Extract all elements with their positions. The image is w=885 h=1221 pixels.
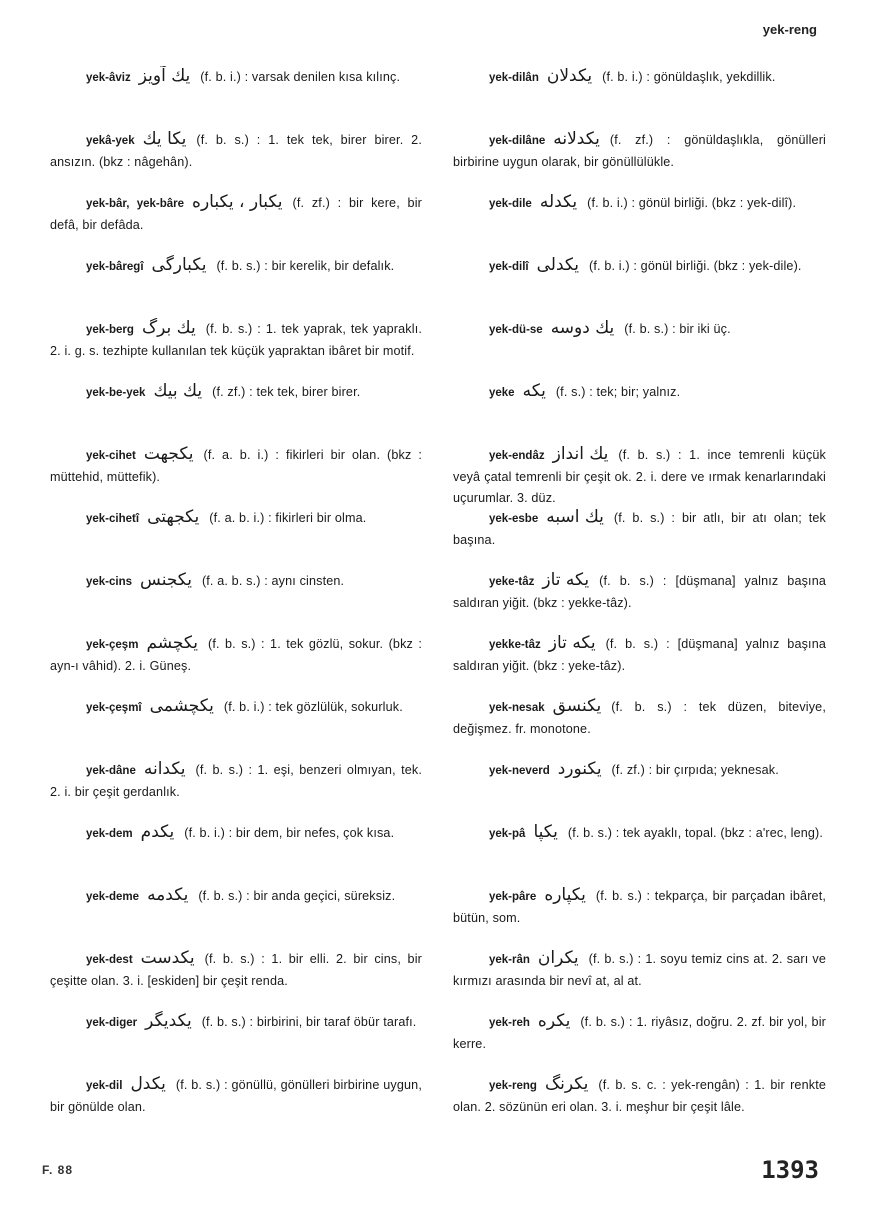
- entry-arabic: يكدمه: [147, 885, 189, 905]
- entry-arabic: يكنسق: [552, 696, 602, 716]
- entry-arabic: يكنورد: [557, 759, 602, 779]
- entry-definition: (f. b. s.) : 1. tek tek, birer birer. 2. ansızın. (bkz : nâgehân).: [50, 133, 422, 169]
- entry-arabic: يك آويز: [138, 66, 191, 86]
- entry-definition: (f. b. s.) : bir kerelik, bir defalık.: [216, 259, 395, 273]
- entry-definition: (f. b. s.) : bir atlı, bir atı olan; tek başına.: [453, 511, 826, 547]
- entry-definition: (f. b. s.) : 1. riyâsız, doğru. 2. zf. bir yol, bir kerre.: [453, 1015, 826, 1051]
- entry-arabic: يك بيك: [153, 381, 203, 401]
- entry-definition: (f. a. b. i.) : fikirleri bir olan. (bkz : müttehid, müttefik).: [50, 448, 422, 484]
- entry-definition: (f. b. s.) : gönüllü, gönülleri birbirine uygun, bir gönülde olan.: [50, 1078, 422, 1114]
- dictionary-entry: [50, 318, 422, 381]
- dictionary-entry: [50, 66, 422, 129]
- entry-arabic: يكبار ، يكباره: [192, 192, 283, 212]
- entry-arabic: يكپا: [533, 822, 558, 842]
- dictionary-entry: [50, 948, 422, 1011]
- entry-definition: (f. a. b. s.) : aynı cinsten.: [201, 574, 345, 588]
- entry-arabic: يكه: [522, 381, 546, 401]
- entry-headword: yek-dü-se: [489, 324, 543, 336]
- entry-definition: (f. zf.) : bir kere, bir defâ, bir defâda.: [50, 196, 422, 232]
- entry-headword: yek-cins: [86, 576, 133, 588]
- dictionary-entry: [50, 570, 422, 633]
- dictionary-entry: [453, 1011, 826, 1074]
- dictionary-entry: [50, 444, 422, 507]
- dictionary-entry: [453, 192, 826, 255]
- entry-headword: yek-esbe: [489, 513, 539, 525]
- entry-arabic: يكچشم: [146, 633, 199, 653]
- dictionary-entry: [50, 255, 422, 318]
- entry-definition: (f. b. s.) : bir anda geçici, süreksiz.: [198, 889, 396, 903]
- entry-definition: (f. zf.) : bir çırpıda; yeknesak.: [611, 763, 779, 777]
- entry-headword: yek-bâregî: [86, 261, 144, 273]
- dictionary-entry: [453, 759, 826, 822]
- dictionary-entry: [50, 885, 422, 948]
- dictionary-entry: [453, 822, 826, 885]
- entry-arabic: يكپاره: [544, 885, 586, 905]
- entry-arabic: يك دوسه: [550, 318, 615, 338]
- entry-headword: yek-endâz: [489, 450, 545, 462]
- entry-definition: (f. b. i.) : gönüldaşlık, yekdillik.: [602, 70, 776, 84]
- entry-arabic: يكره: [537, 1011, 571, 1031]
- entry-arabic: يكدانه: [143, 759, 186, 779]
- entry-definition: (f. b. s.) : birbirini, bir taraf öbür tarafı.: [201, 1015, 417, 1029]
- entry-arabic: يكدست: [140, 948, 195, 968]
- dictionary-entry: [453, 381, 826, 444]
- entry-arabic: يك برگ: [141, 318, 196, 338]
- page-number: 1393: [761, 1156, 819, 1184]
- entry-definition: (f. b. s. c. : yek-rengân) : 1. bir renkte olan. 2. sözünün eri olan. 3. i. meşhur bir çeşit lâle.: [453, 1078, 826, 1114]
- entry-definition: (f. b. s.) : tekparça, bir parçadan ibâret, bütün, som.: [453, 889, 826, 925]
- entry-headword: yek-be-yek: [86, 387, 146, 399]
- dictionary-entry: [50, 129, 422, 192]
- guide-word: yek-reng: [762, 22, 817, 37]
- dictionary-entry: [453, 1074, 826, 1137]
- entry-definition: (f. b. s.) : 1. eşi, benzeri olmıyan, tek. 2. i. bir çeşit gerdanlık.: [50, 763, 422, 799]
- entry-definition: (f. b. i.) : varsak denilen kısa kılınç.: [200, 70, 401, 84]
- entry-definition: (f. b. s.) : [düşmana] yalnız başına saldıran yiğit. (bkz : yekke-tâz).: [453, 574, 826, 610]
- entry-arabic: يكدله: [539, 192, 578, 212]
- entry-arabic: يكران: [537, 948, 579, 968]
- dictionary-entry: [453, 255, 826, 318]
- entry-arabic: يكدلان: [546, 66, 593, 86]
- entry-definition: (f. zf.) : gönüldaşlıkla, gönülleri birbirine uygun olarak, bir gönüllülükle.: [453, 133, 826, 169]
- dictionary-entry: [453, 318, 826, 381]
- entry-headword: yekâ-yek: [86, 135, 135, 147]
- dictionary-entry: [50, 822, 422, 885]
- entry-headword: yek-diger: [86, 1017, 138, 1029]
- entry-arabic: يكبارگى: [151, 255, 207, 275]
- entry-headword: yek-cihetî: [86, 513, 140, 525]
- dictionary-entry: [50, 381, 422, 444]
- dictionary-entry: [453, 696, 826, 759]
- entry-definition: (f. b. s.) : 1. tek gözlü, sokur. (bkz : ayn-ı vâhid). 2. i. Güneş.: [50, 637, 422, 673]
- entry-headword: yeke: [489, 387, 515, 399]
- dictionary-entry: [453, 507, 826, 570]
- dictionary-entry: [50, 633, 422, 696]
- entry-headword: yek-reng: [489, 1080, 537, 1092]
- entry-headword: yek-dâne: [86, 765, 136, 777]
- entry-headword: yek-âviz: [86, 72, 131, 84]
- dictionary-entry: [453, 444, 826, 507]
- entry-arabic: يكه تاز: [548, 633, 596, 653]
- entry-definition: (f. b. i.) : gönül birliği. (bkz : yek-dile).: [589, 259, 802, 273]
- entry-headword: yek-rân: [489, 954, 530, 966]
- entry-arabic: يكجهتى: [147, 507, 200, 527]
- entry-headword: yek-cihet: [86, 450, 136, 462]
- right-column: [453, 66, 826, 1137]
- entry-definition: (f. b. s.) : tek düzen, biteviye, değişmez. fr. monotone.: [453, 700, 826, 736]
- entry-headword: yek-bâr, yek-bâre: [86, 198, 185, 210]
- dictionary-entry: [453, 129, 826, 192]
- dictionary-entry: [453, 66, 826, 129]
- entry-headword: yek-deme: [86, 891, 140, 903]
- entry-definition: (f. b. s.) : 1. tek yaprak, tek yapraklı. 2. i. g. s. tezhipte kullanılan tek küçük yapraktan ibâret bir motif.: [50, 322, 422, 358]
- entry-headword: yeke-tâz: [489, 576, 535, 588]
- entry-arabic: يكدلى: [536, 255, 580, 275]
- entry-headword: yek-dile: [489, 198, 532, 210]
- entry-definition: (f. b. s.) : 1. bir elli. 2. bir cins, bir çeşitte olan. 3. i. [eskiden] bir çeşit renda.: [50, 952, 422, 988]
- entry-definition: (f. b. i.) : bir dem, bir nefes, çok kısa.: [184, 826, 395, 840]
- left-column: [50, 66, 422, 1137]
- entry-definition: (f. b. s.) : 1. soyu temiz cins at. 2. sarı ve kırmızı arasında bir nevî at, al at.: [453, 952, 826, 988]
- entry-arabic: يكچشمى: [149, 696, 214, 716]
- entry-headword: yek-berg: [86, 324, 134, 336]
- entry-arabic: يكا يك: [142, 129, 187, 149]
- entry-headword: yek-dilî: [489, 261, 529, 273]
- entry-arabic: يكرنگ: [544, 1074, 589, 1094]
- entry-arabic: يكدم: [140, 822, 175, 842]
- dictionary-entry: [50, 696, 422, 759]
- entry-definition: (f. a. b. i.) : fikirleri bir olma.: [209, 511, 367, 525]
- entry-headword: yek-çeşm: [86, 639, 139, 651]
- dictionary-entry: [50, 507, 422, 570]
- entry-headword: yek-pâ: [489, 828, 526, 840]
- entry-arabic: يكجهت: [143, 444, 194, 464]
- entry-definition: (f. b. s.) : [düşmana] yalnız başına saldıran yiğit. (bkz : yeke-tâz).: [453, 637, 826, 673]
- entry-definition: (f. b. s.) : tek ayaklı, topal. (bkz : a'rec, leng).: [567, 826, 824, 840]
- dictionary-entry: [453, 633, 826, 696]
- entry-definition: (f. s.) : tek; bir; yalnız.: [555, 385, 681, 399]
- entry-headword: yek-dem: [86, 828, 133, 840]
- entry-headword: yek-pâre: [489, 891, 537, 903]
- signature-mark: F. 88: [42, 1163, 74, 1177]
- entry-headword: yek-dest: [86, 954, 133, 966]
- entry-arabic: يكه تاز: [542, 570, 590, 590]
- dictionary-entry: [453, 570, 826, 633]
- entry-headword: yek-neverd: [489, 765, 550, 777]
- entry-definition: (f. b. s.) : bir iki üç.: [624, 322, 731, 336]
- entry-arabic: يكديگر: [145, 1011, 192, 1031]
- entry-headword: yek-nesak: [489, 702, 545, 714]
- dictionary-entry: [50, 1074, 422, 1137]
- entry-definition: (f. b. i.) : gönül birliği. (bkz : yek-dilî).: [587, 196, 797, 210]
- entry-definition: (f. zf.) : tek tek, birer birer.: [212, 385, 361, 399]
- dictionary-entry: [453, 885, 826, 948]
- entry-definition: (f. b. s.) : 1. ince temrenli küçük veyâ çatal temrenli bir çeşit ok. 2. i. dere ve ırmak kenarlarındaki uçurumlar. 3. düz.: [453, 448, 826, 505]
- entry-headword: yek-dilâne: [489, 135, 546, 147]
- entry-arabic: يك انداز: [552, 444, 609, 464]
- dictionary-entry: [50, 759, 422, 822]
- entry-headword: yekke-tâz: [489, 639, 541, 651]
- entry-arabic: يكدلانه: [553, 129, 600, 149]
- dictionary-entry: [50, 1011, 422, 1074]
- entry-headword: yek-dilân: [489, 72, 539, 84]
- entry-headword: yek-dil: [86, 1080, 123, 1092]
- entry-headword: yek-reh: [489, 1017, 530, 1029]
- entry-arabic: يكجنس: [140, 570, 192, 590]
- entry-definition: (f. b. i.) : tek gözlülük, sokurluk.: [223, 700, 403, 714]
- entry-headword: yek-çeşmî: [86, 702, 142, 714]
- dictionary-entry: [50, 192, 422, 255]
- entry-arabic: يك اسبه: [546, 507, 604, 527]
- entry-arabic: يكدل: [130, 1074, 166, 1094]
- dictionary-entry: [453, 948, 826, 1011]
